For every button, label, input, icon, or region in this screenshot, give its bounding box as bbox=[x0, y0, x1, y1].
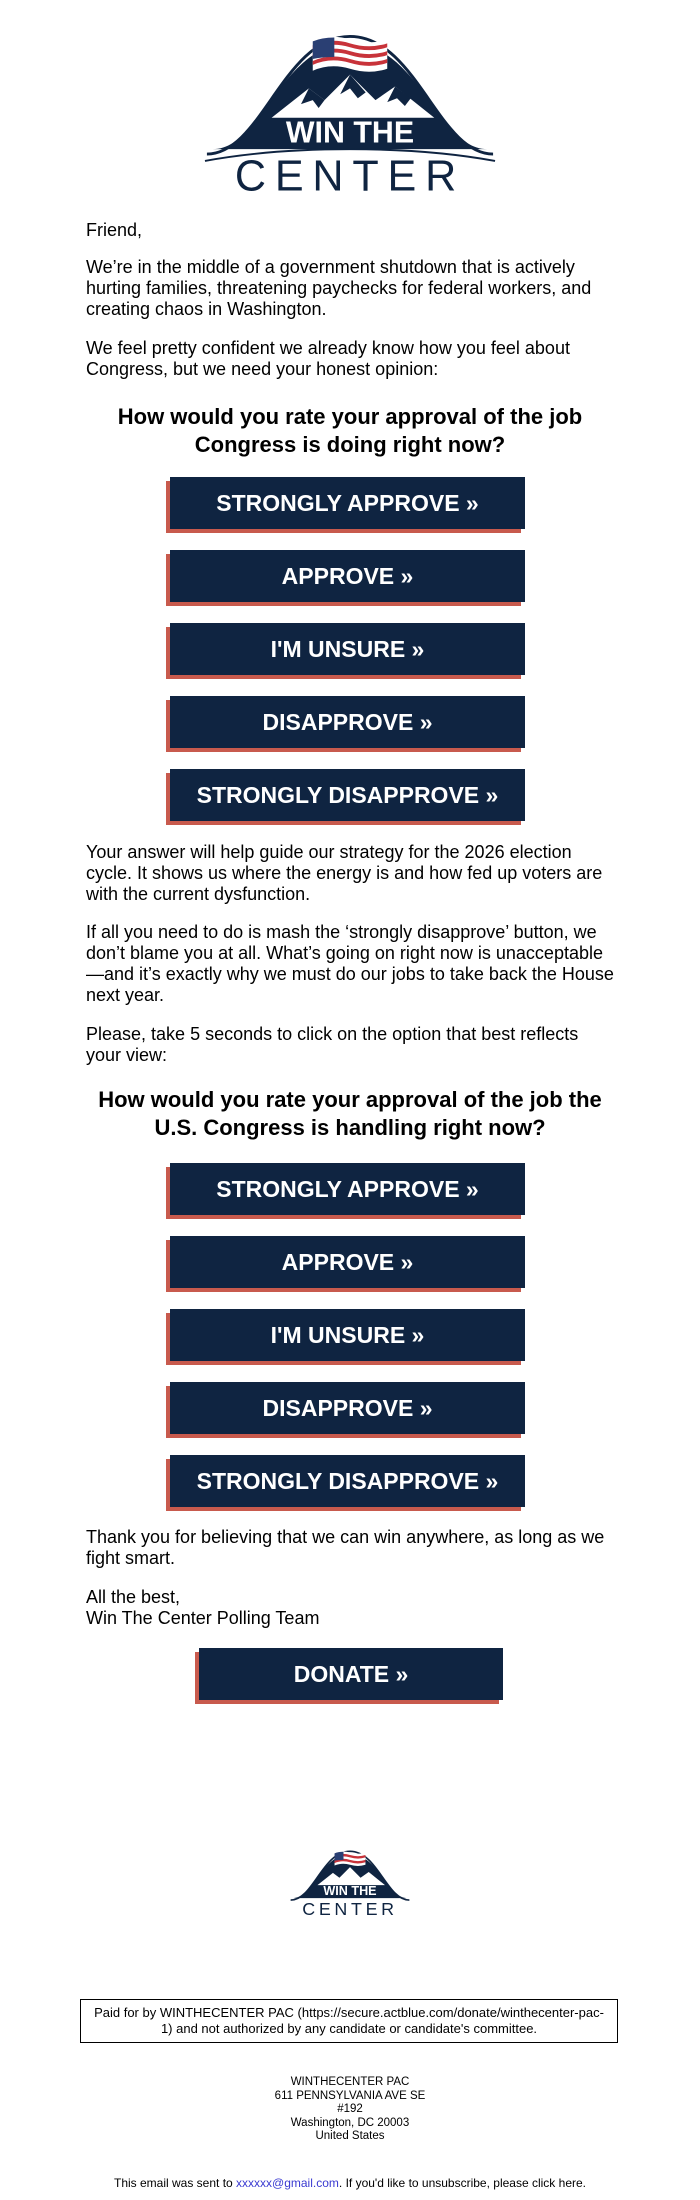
mailing-address bbox=[150, 2076, 550, 2144]
address-line-2: 611 PENNSYLVANIA AVE SE bbox=[274, 2089, 426, 2102]
footer-prefix: This email was sent to bbox=[113, 2176, 237, 2190]
middle-paragraph-3: Please, take 5 seconds to click on the option that best reflects your view: bbox=[86, 1024, 579, 1065]
poll1-approve-button[interactable]: APPROVE » bbox=[170, 550, 525, 602]
greeting: Friend, bbox=[86, 220, 143, 240]
footer-logo-line1: WIN THE bbox=[323, 1884, 377, 1899]
poll1-unsure-button[interactable]: I'M UNSURE » bbox=[170, 623, 525, 675]
unsubscribe-text[interactable]: . If you'd like to unsubscribe, please click here. bbox=[338, 2176, 586, 2190]
intro-paragraph-1: We’re in the middle of a government shutdown that is actively hurting families, threatening paychecks for federal workers, and creating chaos in Washington. bbox=[86, 257, 592, 319]
poll2-unsure-button[interactable]: I'M UNSURE » bbox=[170, 1309, 525, 1361]
question-2: How would you rate your approval of the job the U.S. Congress is handling right now? bbox=[98, 1087, 602, 1140]
signature: Win The Center Polling Team bbox=[86, 1608, 320, 1628]
poll2-strongly-disapprove-button[interactable]: STRONGLY DISAPPROVE » bbox=[170, 1455, 525, 1507]
poll2-disapprove-button[interactable]: DISAPPROVE » bbox=[170, 1382, 525, 1434]
middle-paragraph-2: If all you need to do is mash the ‘strongly disapprove’ button, we don’t blame you at all. What’s going on right now is unacceptable—and it’s exactly why we must do our jobs to take back the House next year. bbox=[86, 922, 614, 1005]
address-line-1: WINTHECENTER PAC bbox=[290, 2076, 410, 2088]
logo-line2: CENTER bbox=[234, 152, 466, 194]
poll2-approve-button[interactable]: APPROVE » bbox=[170, 1236, 525, 1288]
address-line-5: United States bbox=[315, 2130, 385, 2142]
address-line-4: Washington, DC 20003 bbox=[290, 2116, 410, 2129]
disclaimer-text: Paid for by WINTHECENTER PAC (https://secure.actblue.com/donate/winthecenter-pac-1) and not authorized by any candidate or candidate's committee. bbox=[94, 2005, 604, 2036]
address-line-3: #192 bbox=[337, 2103, 363, 2115]
win-the-center-footer-logo bbox=[289, 1838, 411, 1924]
intro-paragraph-2: We feel pretty confident we already know how you feel about Congress, but we need your honest opinion: bbox=[86, 338, 570, 379]
unsubscribe-footer bbox=[40, 2176, 660, 2190]
logo-line1: WIN THE bbox=[285, 115, 415, 150]
poll1-strongly-approve-button[interactable]: STRONGLY APPROVE » bbox=[170, 477, 525, 529]
footer-logo-line2: CENTER bbox=[302, 1899, 398, 1920]
recipient-email-link[interactable]: xxxxxx@gmail.com bbox=[236, 2176, 339, 2190]
middle-paragraph-1: Your answer will help guide our strategy for the 2026 election cycle. It shows us where the energy is and how fed up voters are with the current dysfunction. bbox=[86, 842, 603, 904]
closing-paragraph: Thank you for believing that we can win anywhere, as long as we fight smart. bbox=[86, 1527, 605, 1568]
poll1-disapprove-button[interactable]: DISAPPROVE » bbox=[170, 696, 525, 748]
flag-icon bbox=[313, 37, 387, 72]
signoff: All the best, bbox=[86, 1587, 181, 1607]
poll1-strongly-disapprove-button[interactable]: STRONGLY DISAPPROVE » bbox=[170, 769, 525, 821]
donate-button[interactable]: DONATE » bbox=[199, 1648, 503, 1700]
paid-for-disclaimer bbox=[80, 1999, 618, 2043]
poll2-strongly-approve-button[interactable]: STRONGLY APPROVE » bbox=[170, 1163, 525, 1215]
win-the-center-logo bbox=[203, 22, 497, 194]
question-1: How would you rate your approval of the job Congress is doing right now? bbox=[117, 404, 583, 457]
